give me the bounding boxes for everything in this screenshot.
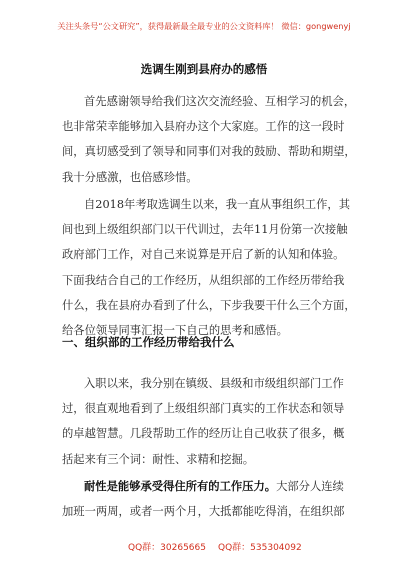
paragraph-intro [62,89,362,190]
text-line: 首先感谢领导给我们这次交流经验、互相学习的机会， [84,95,356,108]
text-line: 间，真切感受到了领导和同事们对我的鼓励、帮助和期望， [62,145,356,159]
section-heading-1: 一、组织部的工作经历带给我什么 [62,335,235,349]
text-line: 也非常荣幸能够加入县府办这个大家庭。工作的这一段时 [62,120,345,134]
header-promo-note: 关注头条号“公文研究”，获得最新最全最专业的公文资料库！ 微信：gongwenyj [57,21,351,31]
text-line: 什么，我在县府办看到了什么，下步我要干什么三个方面， [62,298,356,312]
bold-lead-sentence: 耐性是能够承受得住所有的工作压力。 [84,480,277,493]
text-line: 下面我结合自己的工作经历，从组织部的工作经历带给我 [62,273,345,287]
text-line: 间也到上级组织部门以干代训过，去年11月份第一次接触 [62,223,348,237]
paragraph-background [62,192,362,343]
text-line: 我十分感激，也倍感珍惜。 [62,170,198,184]
text-line: 入职以来，我分别在镇级、县级和市级组织部门工作 [84,377,344,390]
text-line: 加班一两周，或者一两个月，大抵都能吃得消，在组织部 [62,505,345,519]
text-line-rest: 大部分人连续 [276,480,344,493]
text-line [62,474,362,499]
text-line: 政府部门工作，对自己来说算是开启了新的认知和体验。 [62,248,345,262]
text-line: 过，很直观地看到了上级组织部门真实的工作状态和领导 [62,402,345,416]
text-line: 括起来有三个词：耐性、求精和挖掘。 [62,452,255,466]
footer-qq-group-2: QQ群：535304092 [218,543,302,553]
paragraph-experience [62,371,362,472]
paragraph-patience [62,474,362,524]
document-title: 选调生刚到县府办的感悟 [140,62,268,76]
footer-qq-group-1: QQ群：30265665 [128,543,206,553]
text-line: 的卓越智慧。几段帮助工作的经历让自己收获了很多，概 [62,427,345,441]
text-line: 给各位领导同事汇报一下自己的思考和感悟。 [62,323,288,337]
text-line: 自2018年考取选调生以来，我一直从事组织工作，其 [84,198,350,211]
